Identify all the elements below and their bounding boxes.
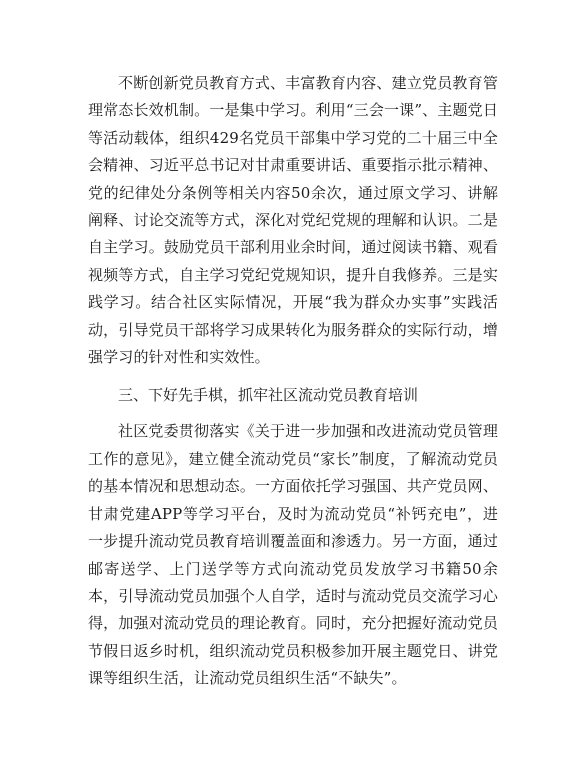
document-page (88, 70, 498, 693)
paragraph-mobile-member-training: 社区党委贯彻落实《关于进一步加强和改进流动党员管理工作的意见》，建立健全流动党员“家长”制度，了解流动党员的基本情况和思想动态。一方面依托学习强国、共产党员网、甘肃党建APP等学习平台，及时为流动党员“补钙充电”，进一步提升流动党员教育培训覆盖面和渗透力。另一方面，通过邮寄送学、上门送学等方式向流动党员发放学习书籍50余本，引导流动党员加强个人自学，适时与流动党员交流学习心得，加强对流动党员的理论教育。同时，充分把握好流动党员节假日返乡时机，组织流动党员积极参加开展主题党日、讲党课等组织生活，让流动党员组织生活“不缺失”。 (88, 422, 498, 688)
section-heading-mobile-members: 三、下好先手棋，抓牢社区流动党员教育培训 (118, 386, 419, 405)
paragraph-party-education: 不断创新党员教育方式、丰富教育内容、建立党员教育管理常态长效机制。一是集中学习。利用“三会一课”、主题党日等活动载体，组织429名党员干部集中学习党的二十届三中全会精神、习近平总书记对甘肃重要讲话、重要指示批示精神、党的纪律处分条例等相关内容50余次，通过原文学习、讲解阐释、讨论交流等方式，深化对党纪党规的理解和认识。二是自主学习。鼓励党员干部利用业余时间，通过阅读书籍、观看视频等方式，自主学习党纪党规知识，提升自我修养。三是实践学习。结合社区实际情况，开展“我为群众办实事”实践活动，引导党员干部将学习成果转化为服务群众的实际行动，增强学习的针对性和实效性。 (88, 74, 498, 367)
